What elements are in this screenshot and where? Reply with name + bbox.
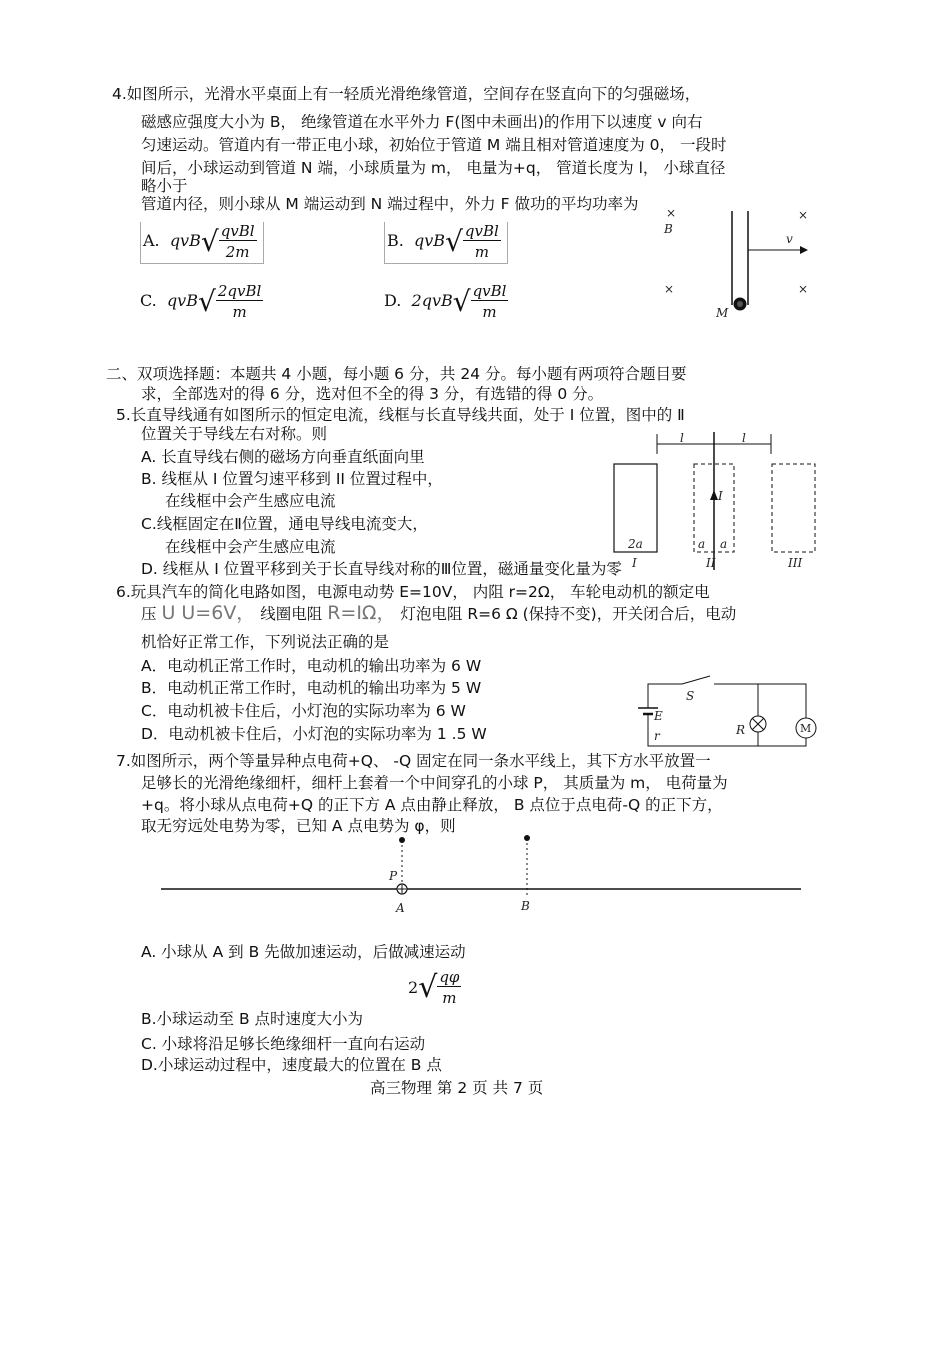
q5-label-a1: a xyxy=(698,537,706,551)
page-footer: 高三物理 第 2 页 共 7 页 xyxy=(370,1079,544,1097)
q6-wire-top-left xyxy=(648,684,682,708)
q5-label-pos2: II xyxy=(706,556,716,570)
q5-option-d: D. 线框从 I 位置平移到关于长直导线对称的Ⅲ位置，磁通量变化量为零 xyxy=(141,560,622,578)
q5-label-pos1: I xyxy=(632,556,637,570)
q5-label-l2: l xyxy=(742,431,746,445)
q4-cross-3: × xyxy=(664,282,675,296)
q4-label-m: M xyxy=(716,306,729,320)
q6-wire-top-right xyxy=(714,684,806,718)
q5-current-arrow xyxy=(710,490,718,500)
q7-option-b: B.小球运动至 B 点时速度大小为 xyxy=(141,1010,364,1028)
q5-line2: 位置关于导线左右对称。则 xyxy=(141,425,328,443)
q4-line5: 略小于 xyxy=(141,177,188,195)
q4-magnetic-field-figure xyxy=(650,205,820,325)
q6-label-motor: M xyxy=(800,722,812,735)
q6-label-r: r xyxy=(654,729,660,743)
q6-line3: 机恰好正常工作，下列说法正确的是 xyxy=(141,633,390,651)
q4-ball-highlight xyxy=(737,301,743,307)
q5-frame-position-3 xyxy=(772,464,815,552)
q5-label-l1: l xyxy=(680,431,684,445)
q5-label-pos3: III xyxy=(788,556,803,570)
q4-cross-1: × xyxy=(666,206,677,220)
q5-option-c-line2: 在线框中会产生感应电流 xyxy=(165,538,336,556)
q7-line1: 7.如图所示，两个等量异种点电荷+Q、 -Q 固定在同一条水平线上，其下方水平放置一 xyxy=(116,752,711,770)
q6-line2-e: 灯泡电阻 R=6 Ω (保持不变)，开关闭合后，电动 xyxy=(400,605,737,623)
q6-option-c: C．电动机被卡住后，小灯泡的实际功率为 6 W xyxy=(141,702,466,720)
q4-option-a: A. qvB√ $\frac{\text{qvBl}}{2m}$ xyxy=(140,222,264,264)
q6-rated-voltage: U U=6V， xyxy=(161,602,256,624)
q7-formula-root: √ xyxy=(418,970,438,1005)
sec2-line2: 求，全部选对的得 6 分，选对但不全的得 3 分，有选错的得 0 分。 xyxy=(141,385,604,403)
q5-option-b-line1: B. 线框从 I 位置匀速平移到 II 位置过程中， xyxy=(141,470,443,488)
q7-formula-fraction xyxy=(437,968,461,1007)
q7-label-b: B xyxy=(521,899,530,913)
q6-line2-c: 线圈电阻 xyxy=(260,605,323,623)
q7-formula-den: m xyxy=(442,989,457,1007)
q5-label-current: I xyxy=(718,489,723,503)
q6-label-lamp-r: R xyxy=(736,723,746,737)
q6-switch xyxy=(682,676,710,684)
q4-option-d: D. 2qvB√ $\frac{\text{qvBl}}{m}$ xyxy=(384,282,507,321)
q7-formula-coef: 2 xyxy=(408,978,419,997)
q7-option-a: A. 小球从 A 到 B 先做加速运动，后做减速运动 xyxy=(141,943,466,961)
q4-cross-4: × xyxy=(798,282,809,296)
q6-label-e: E xyxy=(654,709,663,723)
q7-line3: +q。将小球从点电荷+Q 的正下方 A 点由静止释放， B 点位于点电荷-Q 的正下方， xyxy=(141,796,723,814)
q4-label-v: v xyxy=(786,232,793,246)
q7-formula-num: qφ xyxy=(439,968,460,986)
q6-line2-a: 压 xyxy=(141,605,157,623)
q4-option-c: C. qvB√ $\frac{\text{2qvBl}}{m}$ xyxy=(140,282,262,321)
q6-coil-resistance: R=IΩ， xyxy=(327,602,396,624)
q4-velocity-arrowhead xyxy=(800,246,808,254)
q7-label-p: P xyxy=(389,869,398,883)
q5-label-a2: a xyxy=(720,537,728,551)
q4-line1: 4.如图所示，光滑水平桌面上有一轻质光滑绝缘管道，空间存在竖直向下的匀强磁场， xyxy=(112,85,701,103)
q7-label-a: A xyxy=(396,901,405,915)
q4-option-b: B. qvB√ $\frac{\text{qvBl}}{m}$ xyxy=(384,222,508,264)
q6-option-d: D．电动机被卡住后，小灯泡的实际功率为 1 .5 W xyxy=(141,725,487,743)
q6-circuit-figure xyxy=(630,670,820,752)
q6-line2 xyxy=(141,603,736,624)
q4-cross-2: × xyxy=(798,208,809,222)
q6-option-a: A．电动机正常工作时，电动机的输出功率为 6 W xyxy=(141,657,482,675)
q4-label-b: B xyxy=(664,222,673,236)
q4-line6: 管道内径，则小球从 M 端运动到 N 端过程中，外力 F 做功的平均功率为 xyxy=(141,195,639,213)
q5-option-c-line1: C.线框固定在Ⅱ位置，通电导线电流变大， xyxy=(141,515,428,533)
q5-option-b-line2: 在线框中会产生感应电流 xyxy=(165,492,336,510)
q4-line2: 磁感应强度大小为 B， 绝缘管道在水平外力 F(图中未画出)的作用下以速度 v 向右 xyxy=(141,113,703,131)
q5-wire-frame-figure xyxy=(610,430,830,575)
sec2-line1: 二、双项选择题：本题共 4 小题，每小题 6 分，共 24 分。每小题有两项符合题目要 xyxy=(106,365,687,383)
q7-option-b-formula xyxy=(408,968,461,1007)
q7-option-c: C. 小球将沿足够长绝缘细杆一直向右运动 xyxy=(141,1035,426,1053)
q7-line4: 取无穷远处电势为零，已知 A 点电势为 φ，则 xyxy=(141,817,456,835)
q4-line4: 间后，小球运动到管道 N 端，小球质量为 m， 电量为+q， 管道长度为 l， 小球直径 xyxy=(141,159,726,177)
q5-line1: 5.长直导线通有如图所示的恒定电流，线框与长直导线共面，处于 Ⅰ 位置，图中的 Ⅱ xyxy=(116,406,685,424)
q7-option-d: D.小球运动过程中，速度最大的位置在 B 点 xyxy=(141,1056,442,1074)
q5-label-2a: 2a xyxy=(628,537,643,551)
q7-charges-rod-figure xyxy=(155,830,805,920)
q5-option-a: A. 长直导线右侧的磁场方向垂直纸面向里 xyxy=(141,448,425,466)
q4-line3: 匀速运动。管道内有一带正电小球，初始位于管道 M 端且相对管道速度为 0， 一段时 xyxy=(141,136,727,154)
q6-line1: 6.玩具汽车的简化电路如图，电源电动势 E=10V， 内阻 r=2Ω， 车轮电动机的额定电 xyxy=(116,583,710,601)
q6-wire-bottom xyxy=(648,714,806,746)
q6-label-s: S xyxy=(686,689,695,703)
q6-option-b: B．电动机正常工作时，电动机的输出功率为 5 W xyxy=(141,679,482,697)
q7-line2: 足够长的光滑绝缘细杆，细杆上套着一个中间穿孔的小球 P， 其质量为 m， 电荷量为 xyxy=(141,774,728,792)
